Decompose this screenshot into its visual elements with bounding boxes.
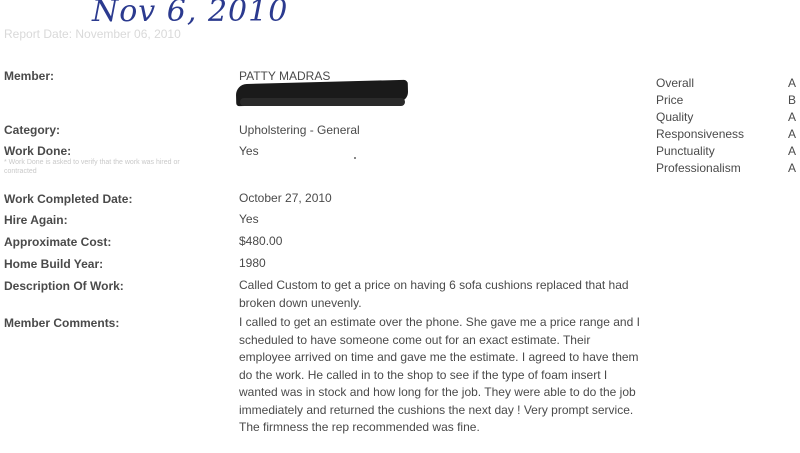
description-of-work-label: Description Of Work: xyxy=(4,279,124,293)
member-comments-label: Member Comments: xyxy=(4,316,120,330)
member-name: PATTY MADRAS xyxy=(239,69,331,83)
rating-grade: A xyxy=(787,76,796,90)
category-value: Upholstering - General xyxy=(239,123,360,137)
hire-again-label: Hire Again: xyxy=(4,213,68,227)
home-build-year-value: 1980 xyxy=(239,256,266,270)
work-completed-date-value: October 27, 2010 xyxy=(239,191,332,205)
home-build-year-label: Home Build Year: xyxy=(4,257,104,271)
rating-grade: A xyxy=(787,110,796,124)
handwritten-date: Nov 6, 2010 xyxy=(92,0,289,29)
redacted-address-line xyxy=(240,98,405,106)
work-done-label: Work Done: xyxy=(4,144,72,158)
report-date-header: Report Date: November 06, 2010 xyxy=(4,27,181,41)
rating-grade: B xyxy=(787,93,796,107)
work-done-note: * Work Done is asked to verify that the work was hired or contracted xyxy=(4,159,180,175)
work-completed-date-label: Work Completed Date: xyxy=(4,192,133,206)
rating-row-price xyxy=(656,93,796,110)
rating-name: Quality xyxy=(656,110,694,124)
rating-row-punctuality xyxy=(656,144,796,161)
rating-row-responsiveness xyxy=(656,127,796,144)
approximate-cost-label: Approximate Cost: xyxy=(4,235,112,249)
member-label: Member: xyxy=(4,69,55,83)
description-of-work-value: Called Custom to get a price on having 6 sofa cushions replaced that had broken down unevenly. xyxy=(239,278,629,310)
rating-row-overall xyxy=(656,76,796,93)
rating-name: Responsiveness xyxy=(656,127,745,141)
rating-row-quality xyxy=(656,110,796,127)
scan-speck xyxy=(354,157,356,159)
hire-again-value: Yes xyxy=(239,212,259,226)
rating-grade: A xyxy=(787,144,796,158)
ratings-panel xyxy=(656,76,796,178)
rating-name: Professionalism xyxy=(656,161,741,175)
rating-grade: A xyxy=(787,127,796,141)
rating-name: Overall xyxy=(656,76,695,90)
rating-grade: A xyxy=(787,161,796,175)
category-label: Category: xyxy=(4,123,61,137)
rating-name: Price xyxy=(656,93,684,107)
rating-row-professionalism xyxy=(656,161,796,178)
work-done-value: Yes xyxy=(239,144,259,158)
member-comments-value: I called to get an estimate over the phone. She gave me a price range and I scheduled to have someone come out for an exact estimate. Their employee arrived on time and gave me the estimate. I agreed to have them do the work. He called in to the shop to see if the type of foam insert I wanted was in stock and how long for the job. They were able to do the job immediately and returned the cushions the next day ! Very prompt service. The firmness the rep recommended was fine. xyxy=(239,315,640,434)
approximate-cost-value: $480.00 xyxy=(239,234,283,248)
rating-name: Punctuality xyxy=(656,144,715,158)
